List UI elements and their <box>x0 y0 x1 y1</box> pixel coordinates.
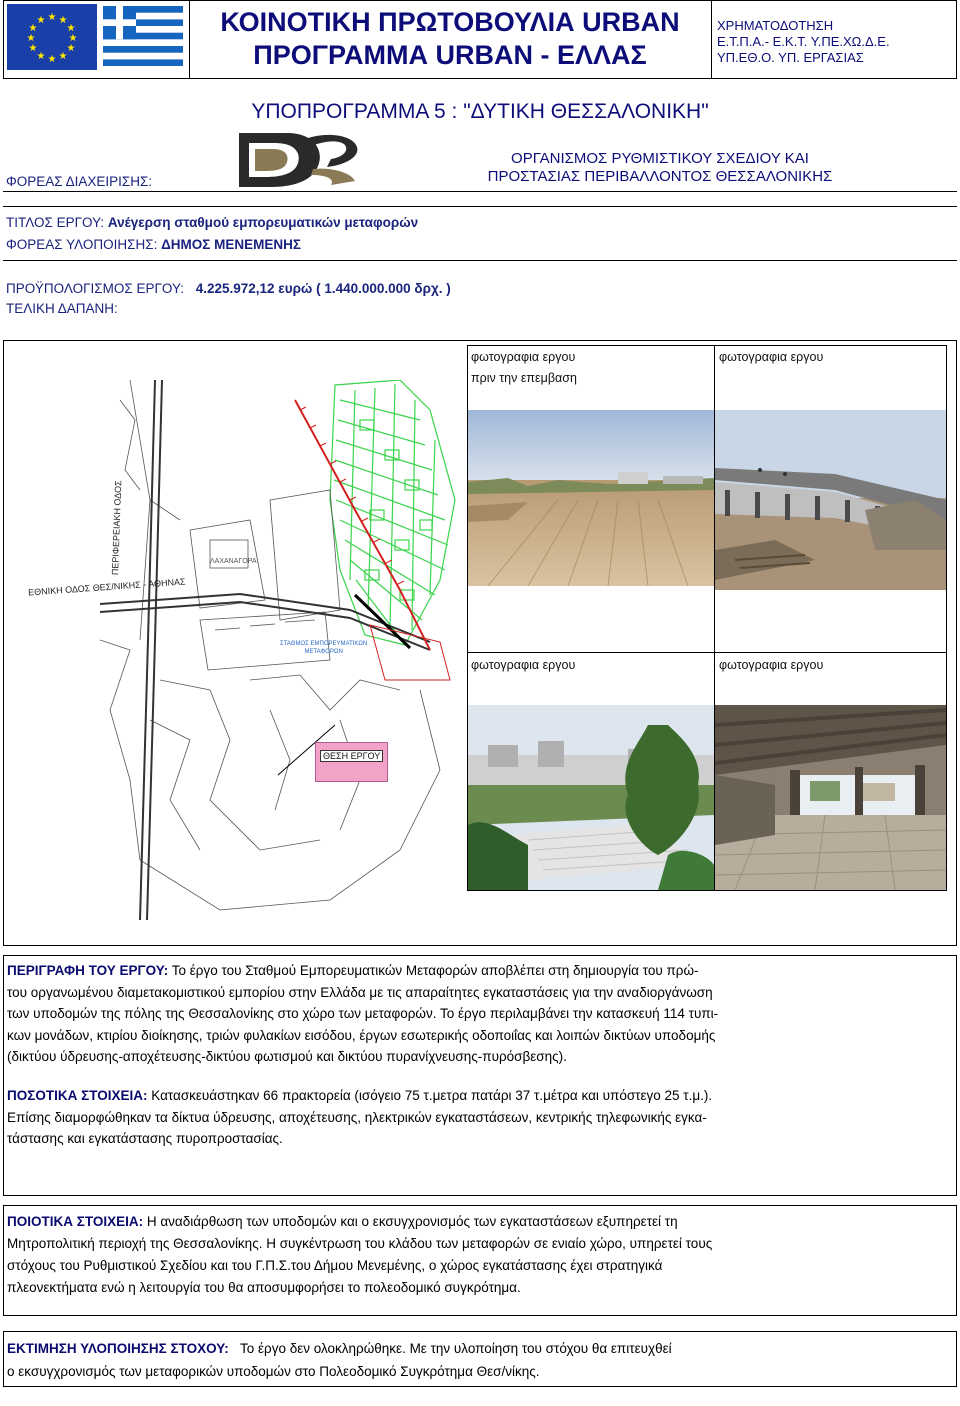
subprogram-title: ΥΠΟΠΡΟΓΡΑΜΜΑ 5 : "ΔΥΤΙΚΗ ΘΕΣΣΑΛΟΝΙΚΗ" <box>251 100 709 123</box>
svg-text:★: ★ <box>66 23 76 34</box>
photo-construction-image <box>715 410 946 590</box>
quantitative-line2: Επίσης διαμορφώθηκαν τα δίκτυα ύδρευσης, αποχέτευσης, ηλεκτρικών εγκαταστάσεων, κεντρικής τηλεφωνικής εγκα- <box>7 1109 707 1125</box>
divider <box>956 955 957 1196</box>
photo3-caption: φωτογραφια εργου <box>471 658 576 672</box>
divider <box>467 652 947 653</box>
photo1-caption: φωτογραφια εργου <box>471 350 576 364</box>
photo4-caption: φωτογραφια εργου <box>719 658 824 672</box>
eu-flag-icon <box>7 4 97 70</box>
svg-text:★: ★ <box>68 33 78 44</box>
qualitative-label: ΠΟΙΟΤΙΚΑ ΣΤΟΙΧΕΙΑ: <box>7 1214 144 1229</box>
svg-text:★: ★ <box>58 51 68 62</box>
project-title-label: ΤΙΤΛΟΣ ΕΡΓΟΥ: <box>6 215 105 230</box>
site-location-badge <box>315 742 388 782</box>
divider <box>3 206 957 207</box>
quantitative-label: ΠΟΣΟΤΙΚΑ ΣΤΟΙΧΕΙΑ: <box>7 1088 148 1103</box>
estimate-line1: Το έργο δεν ολοκληρώθηκε. Με την υλοποίηση του στόχου θα επιτευχθεί <box>239 1341 672 1356</box>
divider <box>3 78 957 79</box>
divider <box>3 0 957 1</box>
qualitative-line3: στόχους του Ρυθμιστικού Σχεδίου και του Γ.Π.Σ.του Δήμου Μενεμένης, ο χώρος εγκατάστασης έχει στρατηγικά <box>7 1258 663 1273</box>
divider <box>946 345 947 890</box>
svg-text:★: ★ <box>28 43 38 54</box>
description-line5: (δικτύου ύδρευσης-αποχέτευσης-δικτύου φωτισμού και δικτύου πυρανίχνευσης-πυρόσβεσης). <box>7 1049 567 1064</box>
svg-text:★: ★ <box>26 33 36 44</box>
divider <box>3 1205 957 1206</box>
svg-text:★: ★ <box>66 43 76 54</box>
main-title-line1: ΚΟΙΝΟΤΙΚΗ ΠΡΩΤΟΒΟΥΛΙΑ URBAN <box>220 7 680 37</box>
description-line4: κων μονάδων, κτιρίου διοίκησης, τριών φυλακίων εισόδου, έργων εσωτερικής οδοποιΐας και λοιπών δικτύων υποδομής <box>7 1027 716 1043</box>
divider <box>3 340 4 946</box>
description-line1: Το έργο του Σταθμού Εμπορευματικών Μεταφορών αποβλέπει στη δημιουργία του πρώ- <box>171 963 699 978</box>
budget-label: ΠΡΟΫΠΟΛΟΓΙΣΜΟΣ ΕΡΓΟΥ: <box>6 281 184 296</box>
divider <box>3 260 957 261</box>
divider <box>3 1315 957 1316</box>
funding-label: ΧΡΗΜΑΤΟΔΟΤΗΣΗ <box>717 18 834 33</box>
qualitative-line1: Η αναδιάρθωση των υποδομών και ο εκσυγχρονισμός των εγκαταστάσεων εξυπηρετεί τη <box>146 1214 678 1229</box>
divider <box>3 1331 4 1387</box>
map-label-ring-road: ΠΕΡΙΦΕΡΕΙΑΚΗ ΟΔΟΣ <box>110 480 124 576</box>
budget-value: 4.225.972,12 ευρώ ( 1.440.000.000 δρχ. ) <box>195 281 451 296</box>
org-line1: ΟΡΓΑΝΙΣΜΟΣ ΡΥΘΜΙΣΤΙΚΟΥ ΣΧΕΔΙΟΥ ΚΑΙ <box>511 150 809 167</box>
description-label: ΠΕΡΙΓΡΑΦΗ ΤΟΥ ΕΡΓΟΥ: <box>7 963 169 978</box>
svg-text:★: ★ <box>28 23 38 34</box>
photo2-caption: φωτογραφια εργου <box>719 350 824 364</box>
divider <box>3 955 4 1196</box>
map-label-station-line1: ΣΤΑΘΜΟΣ ΕΜΠΟΡΕΥΜΑΤΙΚΩΝ <box>280 641 368 647</box>
implementer-label: ΦΟΡΕΑΣ ΥΛΟΠΟΙΗΣΗΣ: <box>6 237 158 252</box>
divider <box>956 1331 957 1387</box>
site-map <box>27 380 460 920</box>
divider <box>3 0 4 78</box>
divider <box>3 955 957 956</box>
photo1-caption-line2: πριν την επεμβαση <box>471 371 577 385</box>
photo-plaza-image <box>468 705 714 890</box>
photo-before-image <box>468 410 714 586</box>
site-location-label: ΘΕΣΗ ΕΡΓΟΥ <box>320 750 383 762</box>
project-title-value: Ανέγερση σταθμού εμπορευματικών μεταφορών <box>107 215 419 230</box>
estimate-label: ΕΚΤΙΜΗΣΗ ΥΛΟΠΟΙΗΣΗΣ ΣΤΟΧΟΥ: <box>7 1341 229 1356</box>
divider <box>467 890 947 891</box>
divider <box>3 1205 4 1316</box>
divider <box>3 1331 957 1332</box>
funding-line3: ΥΠ.ΕΘ.Ο. ΥΠ. ΕΡΓΑΣΙΑΣ <box>717 50 864 65</box>
quantitative-line3: τάστασης και εγκατάστασης πυροπροστασίας. <box>7 1131 283 1146</box>
divider <box>3 1195 957 1196</box>
managing-authority-label: ΦΟΡΕΑΣ ΔΙΑΧΕΙΡΙΣΗΣ: <box>6 174 153 189</box>
svg-text:★: ★ <box>47 54 57 65</box>
qualitative-line2: Μητροπολιτική περιοχή της Θεσσαλονίκης. Η συγκέντρωση του κλάδου των μεταφορών σε ενιαίο χώρο, υπηρετεί τους <box>7 1236 713 1251</box>
quantitative-line1: Κατασκευάστηκαν 66 πρακτορεία (ισόγειο 75 τ.μετρα πατάρι 37 τ.μέτρα και υπόστεγο 25 τ.μ.). <box>151 1088 713 1103</box>
org-line2: ΠΡΟΣΤΑΣΙΑΣ ΠΕΡΙΒΑΛΛΟΝΤΟΣ ΘΕΣΣΑΛΟΝΙΚΗΣ <box>487 168 833 185</box>
final-cost-label: ΤΕΛΙΚΗ ΔΑΠΑΝΗ: <box>6 301 118 316</box>
map-label-national-road: ΕΘΝΙΚΗ ΟΔΟΣ ΘΕΣ/ΝΙΚΗΣ - ΑΘΗΝΑΣ <box>27 576 186 598</box>
svg-text:★: ★ <box>47 12 57 23</box>
estimate-line2: ο εκσυγχρονισμός των μεταφορικών υποδομών στο Πολεοδομικό Συγκρότημα Θεσ/νίκης. <box>7 1364 540 1379</box>
greek-flag-icon <box>103 6 183 66</box>
divider <box>956 0 957 78</box>
divider <box>956 1205 957 1316</box>
divider <box>3 191 957 192</box>
divider <box>956 340 957 946</box>
photo-interior-image <box>715 705 946 890</box>
divider <box>3 340 957 341</box>
svg-text:★: ★ <box>36 51 46 62</box>
implementer-value: ΔΗΜΟΣ ΜΕΝΕΜΕΝΗΣ <box>161 237 301 252</box>
qualitative-line4: πλεονεκτήματα ενώ η λειτουργία του θα αποσυμφορήσει το πολεοδομικό συγκρότημα. <box>7 1280 521 1295</box>
map-label-station-line2: ΜΕΤΑΦΟΡΩΝ <box>304 649 343 655</box>
svg-text:★: ★ <box>58 15 68 26</box>
map-label-station <box>280 640 367 656</box>
svg-text:★: ★ <box>36 15 46 26</box>
organization-logo <box>235 129 361 189</box>
main-title-line2: ΠΡΟΓΡΑΜΜΑ URBAN - ΕΛΛΑΣ <box>253 40 647 70</box>
divider <box>3 945 957 946</box>
divider <box>3 1386 957 1387</box>
funding-line2: Ε.Τ.Π.Α.- Ε.Κ.Τ. Υ.ΠΕ.ΧΩ.Δ.Ε. <box>717 34 890 49</box>
divider <box>467 345 947 346</box>
map-label-lachanagora: ΛΑΧΑΝΑΓΟΡΑ <box>210 558 257 565</box>
description-line3: των υποδομών της πόλης της Θεσσαλονίκης στο χώρο των μεταφορών. Το έργο περιλαμβάνει την κατασκευή 114 τυπι- <box>7 1006 719 1021</box>
divider <box>711 0 712 78</box>
description-line2: του οργανωμένου διαμετακομιστικού εμπορίου στην Ελλάδα με τις απαραίτητες εγκαταστάσεις για την αναδιοργάνωση <box>7 984 713 1000</box>
